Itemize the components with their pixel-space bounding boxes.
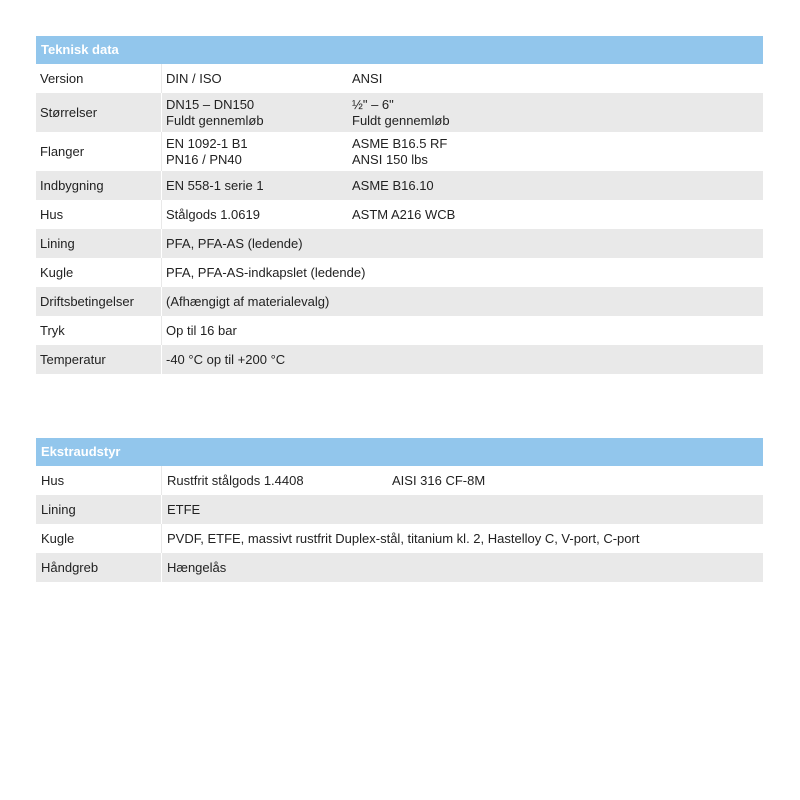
- table-row: [36, 345, 763, 374]
- table-header-title: Teknisk data: [36, 36, 763, 64]
- value-line: ANSI 150 lbs: [352, 151, 428, 167]
- value-line: ANSI: [352, 70, 383, 86]
- row-value-secondary: [388, 473, 485, 489]
- table-row: [36, 466, 763, 495]
- row-value-secondary: [348, 178, 434, 194]
- row-value-secondary: [348, 71, 382, 87]
- value-line: PN16 / PN40: [166, 151, 242, 167]
- value-line: Stålgods 1.0619: [166, 206, 260, 222]
- row-value: [162, 178, 348, 194]
- row-label: Håndgreb: [36, 553, 162, 582]
- row-value: [162, 207, 348, 223]
- row-label: Hus: [36, 200, 162, 229]
- row-value-secondary: [348, 97, 450, 129]
- value-line: DIN / ISO: [166, 70, 222, 86]
- technical-data-table: [36, 36, 763, 374]
- table-row: [36, 200, 763, 229]
- value-line: PFA, PFA-AS (ledende): [166, 235, 303, 251]
- value-line: Op til 16 bar: [166, 322, 237, 338]
- row-label: Kugle: [36, 258, 162, 287]
- row-value: [162, 294, 348, 310]
- table-row: [36, 495, 763, 524]
- value-line: ASME B16.5 RF: [352, 135, 448, 151]
- value-line: Fuldt gennemløb: [166, 112, 264, 128]
- row-label: Tryk: [36, 316, 162, 345]
- table-row: [36, 287, 763, 316]
- row-label: Størrelser: [36, 93, 162, 132]
- value-line: AISI 316 CF-8M: [392, 472, 486, 488]
- row-value: [162, 264, 366, 281]
- accessories-table: [36, 438, 763, 582]
- row-value: [162, 97, 348, 129]
- table-row: [36, 316, 763, 345]
- row-value: [162, 502, 388, 518]
- row-value: [162, 473, 388, 489]
- table-body: [36, 466, 763, 582]
- value-line: ASTM A216 WCB: [352, 206, 456, 222]
- table-row: [36, 524, 763, 553]
- row-value: [162, 136, 348, 168]
- value-line: EN 558-1 serie 1: [166, 177, 264, 193]
- row-value: [162, 530, 640, 547]
- value-line: (Afhængigt af materialevalg): [166, 293, 330, 309]
- value-line: ½" – 6": [352, 96, 394, 112]
- row-value-secondary: [348, 207, 455, 223]
- table-row: [36, 553, 763, 582]
- table-row: [36, 93, 763, 132]
- table-header-title: Ekstraudstyr: [36, 438, 763, 466]
- value-line: PVDF, ETFE, massivt rustfrit Duplex-stål, titanium kl. 2, Hastelloy C, V-port, C-port: [167, 530, 640, 546]
- row-label: Lining: [36, 495, 162, 524]
- row-value-secondary: [348, 136, 447, 168]
- value-line: Hængelås: [167, 559, 227, 575]
- value-line: PFA, PFA-AS-indkapslet (ledende): [166, 264, 366, 280]
- row-label: Driftsbetingelser: [36, 287, 162, 316]
- value-line: DN15 – DN150: [166, 96, 255, 112]
- row-value: [162, 352, 348, 368]
- table-body: [36, 64, 763, 374]
- value-line: Fuldt gennemløb: [352, 112, 450, 128]
- value-line: ETFE: [167, 501, 201, 517]
- table-row: [36, 229, 763, 258]
- table-row: [36, 258, 763, 287]
- table-row: [36, 64, 763, 93]
- table-row: [36, 171, 763, 200]
- row-label: Kugle: [36, 524, 162, 553]
- row-label: Version: [36, 64, 162, 93]
- row-value: [162, 323, 348, 339]
- value-line: EN 1092-1 B1: [166, 135, 248, 151]
- row-label: Lining: [36, 229, 162, 258]
- row-value: [162, 236, 348, 252]
- row-label: Temperatur: [36, 345, 162, 374]
- row-label: Hus: [36, 466, 162, 495]
- row-value: [162, 560, 388, 576]
- row-label: Flanger: [36, 132, 162, 171]
- row-value: [162, 71, 348, 87]
- value-line: ASME B16.10: [352, 177, 434, 193]
- table-row: [36, 132, 763, 171]
- value-line: Rustfrit stålgods 1.4408: [167, 472, 304, 488]
- value-line: -40 °C op til +200 °C: [166, 351, 286, 367]
- row-label: Indbygning: [36, 171, 162, 200]
